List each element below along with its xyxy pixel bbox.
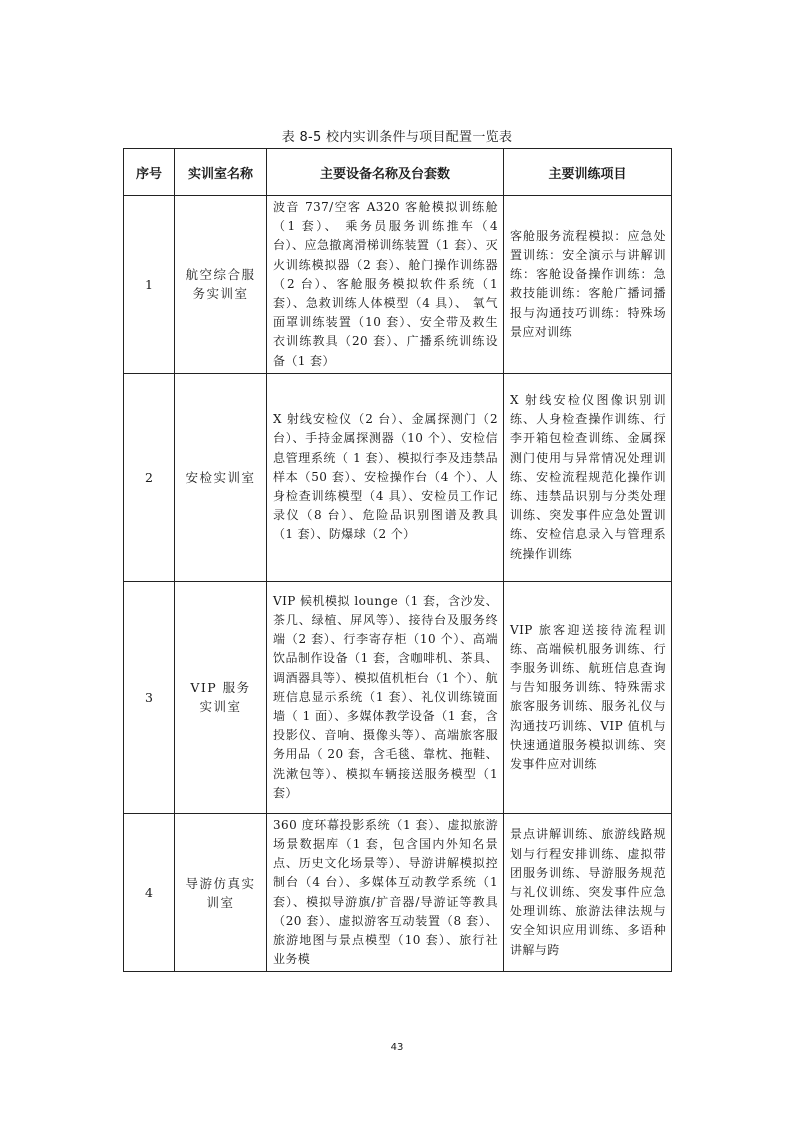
- header-training: 主要训练项目: [504, 149, 672, 196]
- row-no: 3: [124, 581, 175, 813]
- row-room-name: VIP 服务实训室: [190, 680, 251, 715]
- table-row: [124, 581, 672, 813]
- row-equipment: 360 度环幕投影系统（1 套）、虚拟旅游场景数据库（1 套，包含国内外知名景点、历史文化场景等）、导游讲解模拟控制台（4 台）、多媒体互动教学系统（1套）、模拟导游旗/扩音器/导游证等教具（20 套）、虚拟游客互动装置（8 套）、旅游地图与景点模型（10 套）、旅行社业务模: [267, 813, 504, 972]
- header-room-name: 实训室名称: [175, 149, 267, 196]
- row-no: 4: [124, 813, 175, 972]
- row-room-name: 安检实训室: [185, 469, 256, 485]
- table-header-row: [124, 149, 672, 196]
- row-no: 2: [124, 373, 175, 581]
- row-training: X 射线安检仪图像识别训练、人身检查操作训练、行李开箱包检查训练、金属探测门使用与异常情况处理训练、安检流程规范化操作训练、违禁品识别与分类处理训练、突发事件应急处置训练、安检信息录入与管理系统操作训练: [504, 373, 672, 581]
- table-row: [124, 373, 672, 581]
- row-equipment: VIP 候机模拟 lounge（1 套，含沙发、茶几、绿植、屏风等）、接待台及服务终端（2 套）、行李寄存柜（10 个）、高端饮品制作设备（1 套，含咖啡机、茶具、调酒器具等）、模拟值机柜台（1 个）、航班信息显示系统（1 套）、礼仪训练镜面墙（ 1 面）、多媒体教学设备（1 套，含投影仪、音响、摄像头等）、高端旅客服务用品（ 20 套，含毛毯、靠枕、拖鞋、洗漱包等）、模拟车辆接送服务模型（1 套）: [267, 581, 504, 813]
- header-no: 序号: [124, 149, 175, 196]
- page-number: 43: [390, 1042, 404, 1053]
- row-room-name: 航空综合服务实训室: [185, 267, 256, 302]
- row-equipment: 波音 737/空客 A320 客舱模拟训练舱（1 套）、 乘务员服务训练推车（4 台）、应急撤离滑梯训练装置（1 套）、灭火训练模拟器（2 套）、舱门操作训练器（2 台）、客舱服务模拟软件系统（1 套）、急救训练人体模型（4 具）、 氧气面罩训练装置（10 套）、安全带及救生衣训练教具（20 套）、广播系统训练设备（1 套）: [267, 196, 504, 374]
- header-equipment: 主要设备名称及台套数: [267, 149, 504, 196]
- table-row: [124, 196, 672, 374]
- training-facilities-table: [123, 148, 672, 972]
- table-row: [124, 813, 672, 972]
- row-training: VIP 旅客迎送接待流程训练、高端候机服务训练、行李服务训练、航班信息查询与告知服务训练、特殊需求旅客服务训练、服务礼仪与沟通技巧训练、VIP 值机与快速通道服务模拟训练、突发事件应对训练: [504, 581, 672, 813]
- row-training: 景点讲解训练、旅游线路规划与行程安排训练、虚拟带团服务训练、导游服务规范与礼仪训练、突发事件应急处理训练、旅游法律法规与安全知识应用训练、多语种讲解与跨: [504, 813, 672, 972]
- row-equipment: X 射线安检仪（2 台）、金属探测门（2 台）、手持金属探测器（10 个）、安检信息管理系统（ 1 套）、模拟行李及违禁品样本（50 套）、安检操作台（4 个）、人身检查训练模型（4 具）、安检员工作记录仪（8 台）、危险品识别图谱及教具（1 套）、防爆球（2 个）: [267, 373, 504, 581]
- row-room-name: 导游仿真实训室: [185, 875, 256, 910]
- row-no: 1: [124, 196, 175, 374]
- table-caption: 表 8-5 校内实训条件与项目配置一览表: [281, 130, 513, 145]
- row-training: 客舱服务流程模拟：应急处置训练：安全演示与讲解训练：客舱设备操作训练：急救技能训练：客舱广播词播报与沟通技巧训练：特殊场景应对训练: [504, 196, 672, 374]
